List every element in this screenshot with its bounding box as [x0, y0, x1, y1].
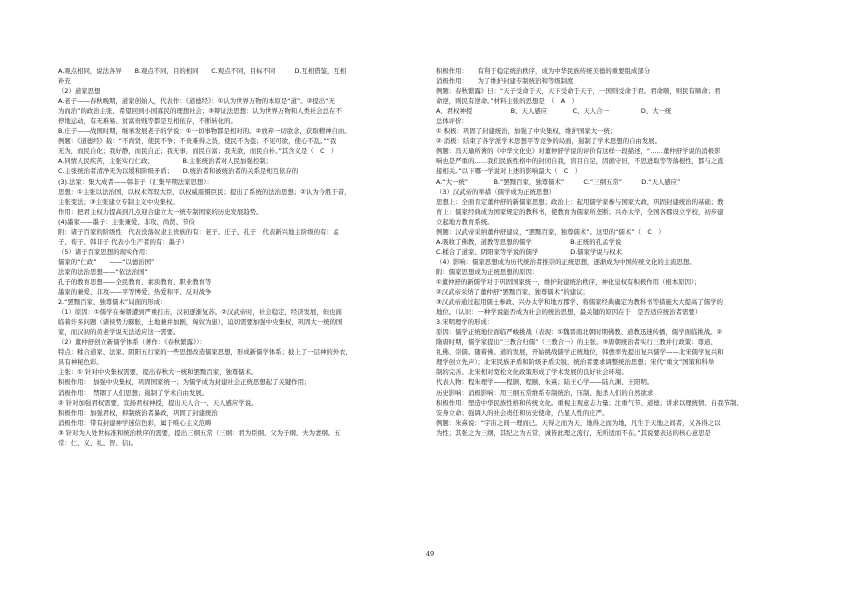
text-line: 理学创立先声）；北宋民族矛盾和阶级矛盾尖锐，统治者要求调整统治思想；宋代“重文”国策和科举 — [436, 358, 715, 367]
text-line: 例题：冯天瑜所著的《中华文化史》对董仲舒学说的评价有这样一段描述，“……董仲舒学说的消极影 — [436, 147, 721, 156]
text-line: 法家的法治思想——“依法治国” — [58, 267, 148, 276]
page-number: 49 — [425, 550, 435, 558]
text-line: 孔子的教育思想——全民教育、素质教育、职业教育等 — [58, 277, 212, 286]
text-line: 墨家的兼爱、非攻——平等博爱、热爱和平、反对战争 — [58, 288, 212, 297]
text-line: 思想上：全面肯定董仲舒的新儒家思想；政治上：起用儒学家参与国家大政，巩固封建统治的基础；教 — [436, 197, 724, 206]
text-line: 安身立命；强调人的社会责任和历史使命，凸显人性的庄严。 — [436, 408, 609, 417]
text-line: 临着许多问题（诸侯势力膨胀，土地兼并加剧，匈奴为患），迫切需要加强中央集权，巩固大一统的国 — [58, 318, 343, 327]
text-line: 地位。（认识：一种学说能否成为社会的统治思想，最关键的原因在于 是否适应统治者需要） — [436, 308, 702, 317]
text-line: 无为，而民自化；我好静，而民自正；我无事，而民自富；我无欲，而民自朴。”其含义是（ C ） — [58, 147, 338, 156]
text-line: 子、荀子、韩非子 代表小生产者的有：墨子） — [58, 237, 188, 246]
text-line: (3).法家：集大成者——韩非子（汇集早期法家思想）： — [58, 177, 213, 186]
text-line: A.吸收了佛教、道教等思想的儒学 B.正统的孔孟学说 — [436, 237, 622, 246]
text-line: 命逆，则民有逆命。”材料主张的思想是 （ A ） — [436, 97, 578, 106]
text-line: 消极作用：带有封建神学迷信色彩，属于唯心主义范畴 — [58, 418, 212, 427]
text-line: 主张：① 针对中央集权需要，提出春秋大一统和罢黜百家，独尊儒术。 — [58, 368, 258, 377]
text-line: （4）影响：儒家思想成为历代统治者推崇的正统思想，逐渐成为中国传统文化的主流思想。 — [436, 257, 696, 266]
text-line: 2.“罢黜百家、独尊儒术”局面的形成： — [58, 298, 167, 307]
right-column — [436, 66, 802, 438]
text-line: 例题：春秋繁露》曰：“天子受命于天，天下受命于天子，一国则受命于君。君命顺，则民有顺命；君 — [436, 87, 721, 96]
text-line: 响也是严重的……我们民族性格中的封闭自我，盲目自足，因循守旧，不思进取等等落根性，都与之直 — [436, 157, 724, 166]
text-line: （2）董仲舒创立新儒学体系（著作：《春秋繁露》）： — [58, 338, 206, 347]
left-column — [58, 66, 415, 448]
text-line: ② 消极：结束了各学派学术思想平等竞争的局面，遏制了学术思想的自由发展。 — [436, 137, 662, 146]
text-line: B.庄子——战国时期，继承发展老子的学说：①一切事物都是相对的。②放弃一切欲念，获取精神自由。 — [58, 127, 351, 136]
text-line: ②汉武帝采纳了董仲舒“罢黜百家、独尊儒术”的建议； — [436, 288, 589, 297]
text-line: ② 针对加强君权需要，宣扬君权神授，提出天人合一、天人感应学说。 — [58, 398, 258, 407]
text-line: 积极作用：塑造中华民族性格和传统文化。重视主观意志力量；注重气节、道德；讲求以理统情、自我节制、 — [436, 398, 743, 407]
text-line: ①董仲舒的新儒学对于巩固国家统一，维护封建统治秩序，神化皇权有积极作用（根本原因）； — [436, 277, 701, 286]
text-line: C.糅合了道家、阴阳家等学说的儒学 D.儒家学说与权术 — [436, 247, 622, 256]
text-line: 具有神秘色彩。 — [58, 358, 103, 367]
text-line: A.观点相同，说法各异 B.观点不同，目的相同 C.观点不同，目标不同 D.互相借鉴，互相 — [58, 67, 347, 75]
text-line: （2）道家思想 — [58, 87, 101, 96]
text-line: 例题：朱熹说：“宇宙之间一理而已。天得之而为天，地得之而为地，凡生于天地之间者，又各得之以 — [436, 418, 721, 427]
text-line: (4)墨家——墨子：主张兼爱、非攻、尚贤、节俭 — [58, 217, 195, 226]
text-line: 常：仁、义、礼、智、信)。 — [58, 438, 138, 447]
text-line: 为性；其张之为三纲，其纪之为五常，诚皆此理之流行，无所适而不在。”其说要表达的核心意思是 — [436, 428, 711, 437]
text-line: 作用：把君主权力提高到几点迎合建立大一统专制国家的历史发展趋势。 — [58, 207, 263, 216]
text-line: （3）汉武帝的举措（儒学成为正统思想） — [436, 187, 556, 196]
text-line: 积极作用：加强君权，抑制统治者暴政，巩固了封建统治 — [58, 408, 218, 417]
text-line: 历史影响：消极影响：用三纲五常维系专制统治，压制、扼杀人们的自然欲求 — [436, 388, 654, 397]
text-line: ③ 针对为人处世标准和统治秩序的需要，提出三纲五常（三纲：君为臣纲、父为子纲、夫为妻纲。五 — [58, 428, 341, 437]
text-line: C.主张统治者清净无为以缓和阶级矛盾； D.统治者和被统治者的关系是相互依存的 — [58, 167, 299, 176]
text-line: 积极作用： 有利于稳定统治秩序，成为中华民族传统美德的重要组成部分 — [436, 67, 651, 75]
text-line: 儒家的“仁政” ——“以德治国” — [58, 257, 155, 266]
text-line: 停地运动，有无难易、贫富贵贱等都是互相依存，不断转化的。 — [58, 117, 237, 126]
text-line: 为而治”的政治主张，希望回到小国寡民的理想社会；③辩证法思想：认为世界万物和人类社会总在不 — [58, 107, 342, 116]
text-line: 接相关。”以下哪一学说对上述的影响最大（ C ） — [436, 167, 582, 176]
text-line: ③汉武帝通过起用儒士参政、兴办太学和地方郡学、将儒家经典确定为教科书等措施大大提高了儒学的 — [436, 298, 723, 307]
text-line: （5）诸子百家思想的现实作用： — [58, 247, 152, 256]
text-line: 育上：儒家经典成为国家规定的教科书，使教育为儒家所垄断；兴办太学，全国各郡设立学校，初步建 — [436, 207, 724, 216]
text-line: ① 积极：巩固了封建统治，加强了中央集权，维护国家大一统； — [436, 127, 617, 136]
text-line: 特点：糅合道家、法家、阴阳五行家的一些思想改造儒家思想，形成新儒学体系；披上了一层神的外衣， — [58, 348, 352, 357]
text-line: A.同情人民疾苦，主张实行仁政； B.主张统治者对人民加强控制； — [58, 157, 273, 166]
text-line: 代表人物：程朱理学——程颢、程颐、朱熹；陆王心学——陆九渊、王阳明。 — [436, 378, 654, 387]
text-line: 总体评价： — [436, 117, 468, 126]
text-line: A.老子——春秋晚期，道家创始人，代表作：《道德经》：①认为世界万物的本原是“道”。②提出“无 — [58, 97, 335, 106]
text-line: （1）原因：①儒学在秦朝遭到严重打击，汉初逐渐复苏。②汉武帝时，社会稳定，经济发展，但也面 — [58, 308, 342, 317]
text-line: 补充 — [58, 77, 71, 86]
text-line: 隋唐时期，儒学家提出“三教合归儒”（三教合一）的主张。③唐朝统治者实行三教并行政策：尊道、 — [436, 338, 717, 347]
text-line: 思想：①主张以法治国，以权术驾驭大臣，以权威震慑臣民；提出了系统的法治思想；②认为今胜于昔， — [58, 187, 351, 196]
text-line: 3.宋明理学的形成： — [436, 318, 494, 327]
text-line: 制的完善、北宋相对宽松文化政策形成了学术发展的良好社会环境。 — [436, 368, 628, 377]
text-line: 家，而汉初的黄老学说无法适应这一需要。 — [58, 328, 180, 337]
text-line: 消极作用： 禁锢了人们思想；遏制了学术自由发展。 — [58, 388, 209, 397]
text-line: 附：诸子百家的阶级性 代表没落奴隶主贵族的有：老子、庄子、孔子 代表新兴地主阶级的有：孟 — [58, 227, 340, 236]
text-line: 积极作用： 加强中央集权，巩固国家统一；为儒学成为封建社会正统思想起了关键作用； — [58, 378, 311, 387]
text-line: 消极作用： 为了维护封建专制统治和等级制度 — [436, 77, 574, 86]
text-line: A.“大一统” B.“罢黜百家，独尊儒术” C.“三纲五常” D.“天人感应” — [436, 177, 681, 186]
text-line: 例题：汉武帝采纳董仲舒建议，“罢黜百家，独尊儒术”。这里的“儒术”（ C ） — [436, 227, 665, 236]
text-line: 礼佛、崇儒。随着佛、道的发展，开始挑战儒学正统地位，韩愈率先提出复兴儒学——北宋儒学复兴和 — [436, 348, 724, 357]
text-line: A、君权神授 B、天人感应 C、天人合一 D、大一统 — [436, 107, 672, 116]
text-line: 例题：《道德经》载：“不尚贤，使民不争；不贵难得之货，使民不为盗；不见可欲，使心不乱。”“我 — [58, 137, 337, 146]
text-line: 附：儒家思想成为正统思想的原因： — [436, 267, 539, 276]
text-line: 主张变法；③主张建立专制主义中央集权。 — [58, 197, 179, 206]
text-line: 立起地方教育系统。 — [436, 217, 494, 226]
text-line: 原因：儒学正统地位面临严峻挑战（表现：①魏晋南北朝时期佛教、道教迅速传播，儒学面临挑战。② — [436, 328, 723, 337]
